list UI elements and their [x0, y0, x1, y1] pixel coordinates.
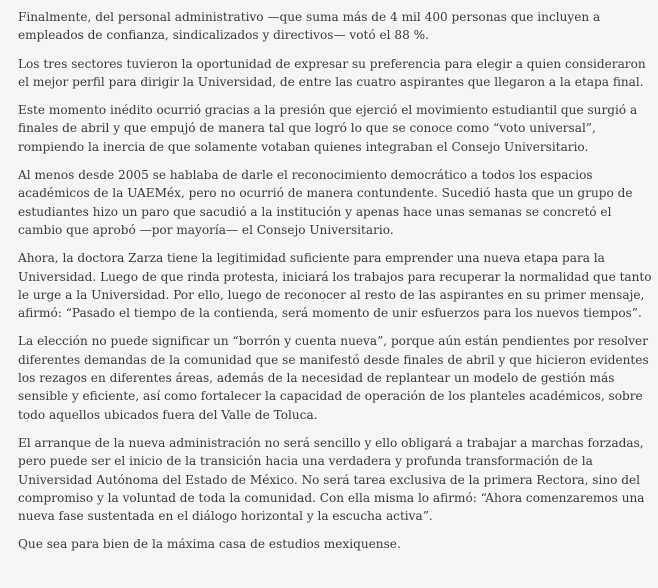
paragraph-election-demands: La elección no puede significar un “borrón y cuenta nueva”, porque aún están pendientes por resolver diferentes demandas de la comunidad que se manifestó desde finales de abril y que hicieron evidentes los rezagos en diferentes áreas, además de la necesidad de replantear un modelo de gestión más sensible y eficiente, así como fortalecer la capacidad de operación de los planteles académicos, sobre todo aquellos ubicados fuera del Valle de Toluca.: [18, 334, 649, 422]
paragraph-student-movement: Este momento inédito ocurrió gracias a la presión que ejerció el movimiento estudiantil que surgió a finales de abril y que empujó de manera tal que logró lo que se conoce como “voto universal”, rompiendo la inercia de que solamente votaban quienes integraban el Consejo Universitario.: [18, 103, 638, 154]
paragraph-three-sectors: Los tres sectores tuvieron la oportunidad de expresar su preferencia para elegir a quien consideraron el mejor perfil para dirigir la Universidad, de entre las cuatro aspirantes que llegaron a la etapa final.: [18, 56, 646, 89]
paragraph-since-2005: Al menos desde 2005 se hablaba de darle el reconocimiento democrático a todos los espacios académicos de la UAEMéx, pero no ocurrió de manera contundente. Sucedió hasta que un grupo de estudiantes hizo un paro que sacudió a la institución y apenas hace unas semanas se concretó el cambio que aprobó —por mayoría— el Consejo Universitario.: [18, 168, 633, 237]
paragraph-staff-vote: Finalmente, del personal administrativo —que suma más de 4 mil 400 personas que incluyen a empleados de confianza, sindicalizados y directivos— votó el 88 %.: [18, 10, 601, 43]
paragraph-doctor-zarza: Ahora, la doctora Zarza tiene la legitimidad suficiente para emprender una nueva etapa para la Universidad. Luego de que rinda protesta, iniciará los trabajos para recuperar la normalidad que tanto le urge a la Universidad. Por ello, luego de reconocer al resto de las aspirantes en su primer mensaje, afirmó: “Pasado el tiempo de la contienda, será momento de unir esfuerzos para los nuevos tiempos”.: [18, 251, 652, 321]
paragraph-closing: Que sea para bien de la máxima casa de estudios mexiquense.: [18, 537, 401, 552]
paragraph-new-administration: El arranque de la nueva administración no será sencillo y ello obligará a trabajar a marchas forzadas, pero puede ser el inicio de la transición hacia una verdadera y profunda transformación de la Universidad Autónoma del Estado de México. No será tarea exclusiva de la primera Rectora, sino del compromiso y la voluntad de toda la comunidad. Con ella misma lo afirmó: “Ahora comenzaremos una nueva fase sustentada en el diálogo horizontal y la escucha activa”.: [18, 435, 645, 524]
